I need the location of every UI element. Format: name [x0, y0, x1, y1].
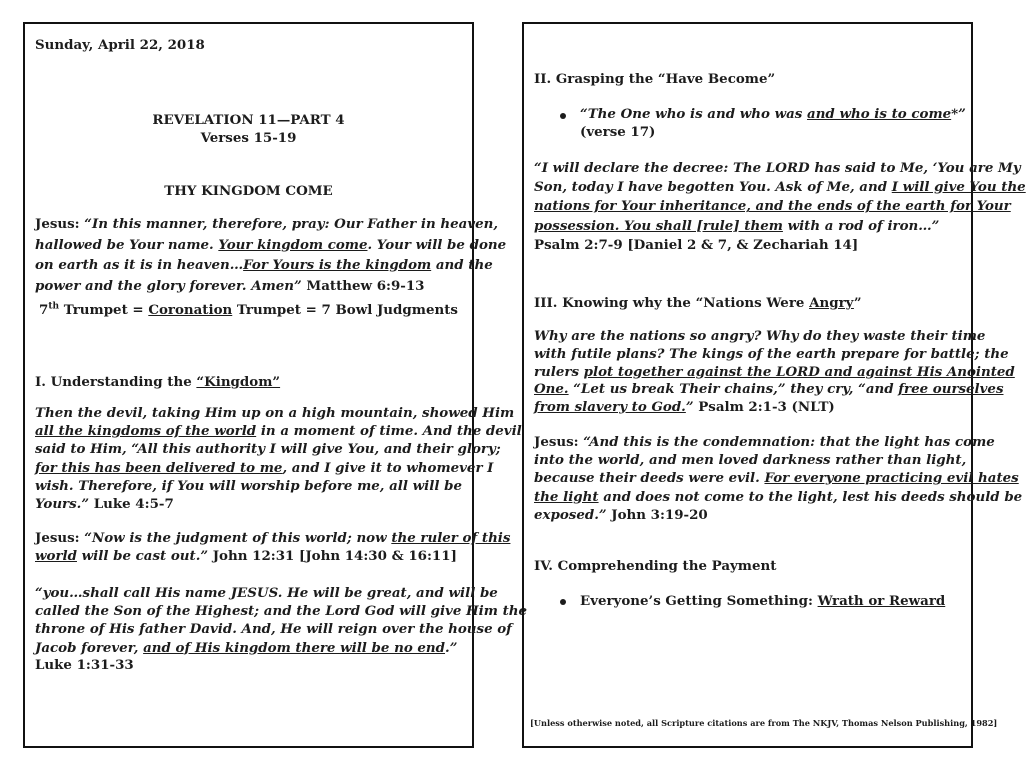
section-2-heading: II. Grasping the “Have Become” [534, 71, 776, 87]
trumpet-number: 7 [39, 302, 49, 318]
section-4-heading: IV. Comprehending the Payment [534, 558, 777, 574]
left-page [23, 22, 528, 748]
section-3-heading [534, 294, 961, 312]
text-segment: into the world, and men loved darkness rather than light, [534, 452, 967, 469]
sermon-title: REVELATION 11—PART 4 [152, 112, 345, 128]
text-line [534, 451, 967, 470]
text-segment: world [35, 548, 77, 565]
text-line [534, 469, 1019, 488]
text-segment: called the Son of the Highest; and the Lord God will give Him the [35, 603, 528, 620]
text-segment: Luke 4:5-7 [89, 496, 174, 512]
text-line [35, 256, 493, 275]
text-segment: all the kingdoms of the world [35, 423, 257, 440]
text-line [534, 398, 961, 417]
text-segment: and the [431, 257, 493, 273]
text-segment: because their deeds were evil. [534, 470, 765, 487]
text-segment: Jesus: [534, 434, 584, 450]
text-segment: For everyone practicing evil hates [764, 470, 1019, 487]
text-line [534, 197, 1011, 216]
text-segment: said to Him, “All this authority I will give You, and their glory; [35, 441, 501, 458]
text-segment: Matthew 6:9-13 [301, 277, 425, 294]
section-3-term: Angry [809, 295, 854, 311]
text-segment: power and the glory forever. Amen” [35, 277, 302, 294]
text-segment: “I will declare the decree: The LORD has said to Me, ‘You are My [534, 160, 1021, 176]
text-line [580, 123, 961, 142]
text-segment: “The One who is and who was [580, 106, 808, 122]
date-line: Sunday, April 22, 2018 [35, 37, 205, 53]
text-segment: John 3:19-20 [606, 506, 708, 523]
trumpet-line [35, 301, 462, 319]
text-segment: for this has been delivered to me [35, 459, 283, 476]
text-line [534, 345, 1009, 364]
text-segment: Why are the nations so angry? Why do they waste their time [534, 328, 986, 344]
text-segment: on earth as it is in heaven… [35, 257, 244, 273]
text-line [35, 620, 512, 639]
text-segment: will be cast out.” [76, 548, 209, 565]
text-segment: and who is to come [807, 106, 952, 122]
payment-label: Everyone’s Getting Something: [580, 593, 818, 609]
text-segment: and of His kingdom there will be no end [143, 639, 446, 656]
text-line [35, 459, 494, 478]
text-segment: ” [685, 399, 694, 416]
text-segment: “you…shall call His name JESUS. He will be great, and will be [35, 585, 498, 601]
section-1-term: “Kingdom” [196, 374, 281, 390]
right-page [522, 22, 1026, 748]
text-segment: Then the devil, taking Him up on a high mountain, showed Him [35, 405, 515, 421]
text-segment: For Yours is the kingdom [243, 257, 432, 273]
text-segment: free ourselves [898, 381, 1004, 398]
payment-bullet [580, 592, 961, 610]
psalm-2-reference: Psalm 2:7-9 [Daniel 2 & 7, & Zechariah 14] [534, 237, 859, 253]
text-line [35, 495, 462, 514]
text-segment: . Your will be done [367, 236, 507, 253]
text-segment: and does not come to the light, lest his deeds should be [598, 488, 1023, 505]
text-segment: , and I give it to whomever I [282, 459, 494, 476]
text-line [534, 178, 1026, 197]
text-line [35, 236, 507, 255]
text-line [35, 477, 462, 496]
text-line [534, 380, 1004, 399]
text-segment: One. [534, 381, 569, 398]
text-segment: Jesus: [35, 530, 85, 546]
text-segment: with a rod of iron…” [782, 217, 940, 234]
text-segment: from slavery to God. [534, 399, 686, 416]
text-segment: *” [951, 106, 966, 122]
payment-term: Wrath or Reward [817, 593, 946, 609]
section-1-heading [35, 373, 462, 391]
trumpet-text-2: Trumpet = 7 Bowl Judgments [232, 302, 458, 318]
text-line [534, 506, 961, 525]
text-line [35, 277, 462, 296]
sermon-verses: Verses 15-19 [200, 130, 297, 146]
sermon-theme: THY KINGDOM COME [164, 183, 333, 199]
text-line [534, 327, 986, 346]
text-segment: “Now is the judgment of this world; now [84, 530, 392, 546]
coronation-word: Coronation [148, 302, 233, 318]
text-segment: hallowed be Your name. [35, 236, 219, 253]
text-segment: possession. You shall [rule] them [534, 217, 783, 234]
text-segment: Jacob forever, [35, 639, 144, 656]
text-segment: I will give You the [891, 179, 1026, 196]
text-line [534, 433, 995, 452]
text-segment: nations for Your inheritance, and the ends of the earth for Your [534, 198, 1011, 215]
text-segment: Psalm 2:1-3 (NLT) [693, 399, 835, 416]
text-segment: “In this manner, therefore, pray: Our Father in heaven, [84, 216, 499, 232]
text-line [35, 404, 515, 423]
text-segment: “And this is the condemnation: that the light has come [583, 434, 995, 450]
text-segment: Son, today I have begotten You. Ask of Me, and [534, 179, 892, 196]
text-segment: John 12:31 [John 14:30 & 16:11] [208, 548, 457, 565]
text-segment: in a moment of time. And the devil [256, 423, 522, 440]
luke-1-reference: Luke 1:31-33 [35, 657, 134, 673]
text-segment: with futile plans? The kings of the earth prepare for battle; the [534, 345, 1009, 362]
text-segment: wish. Therefore, if You will worship before me, all will be [35, 477, 462, 494]
section-1-label: I. Understanding the [35, 374, 197, 390]
text-segment: exposed.” [534, 506, 607, 523]
text-segment: (verse 17) [580, 124, 656, 141]
text-segment: the ruler of this [391, 530, 511, 546]
text-line [35, 422, 522, 441]
text-line [580, 105, 966, 124]
text-segment: Your kingdom come [218, 236, 368, 253]
text-line [35, 215, 499, 234]
text-line [35, 547, 462, 566]
text-line [534, 363, 1015, 382]
text-segment: “Let us break Their chains,” they cry, “and [568, 381, 899, 398]
text-line [35, 602, 528, 621]
section-3-end: ” [853, 295, 862, 311]
section-3-label: III. Knowing why the “Nations Were [534, 295, 810, 311]
bullet-dot-2 [560, 599, 566, 605]
text-line [35, 529, 511, 548]
text-segment: rulers [534, 363, 584, 380]
text-line [35, 584, 498, 603]
text-segment: throne of His father David. And, He will reign over the house of [35, 621, 512, 638]
text-line [534, 488, 1023, 507]
text-line [534, 159, 1021, 178]
text-segment: Jesus: [35, 216, 85, 232]
trumpet-text-1: Trumpet = [59, 302, 149, 318]
text-segment: .” [445, 639, 458, 656]
text-line [534, 217, 961, 236]
footnote: [Unless otherwise noted, all Scripture citations are from The NKJV, Thomas Nelson Publishing, 1982] [530, 718, 998, 728]
text-line [35, 639, 462, 658]
text-segment: the light [534, 488, 599, 505]
text-segment: plot together against the LORD and against His Anointed [583, 363, 1015, 380]
bullet-dot-1 [560, 113, 566, 119]
trumpet-suffix: th [48, 301, 60, 312]
text-line [35, 440, 501, 459]
text-segment: Yours.” [35, 496, 90, 512]
